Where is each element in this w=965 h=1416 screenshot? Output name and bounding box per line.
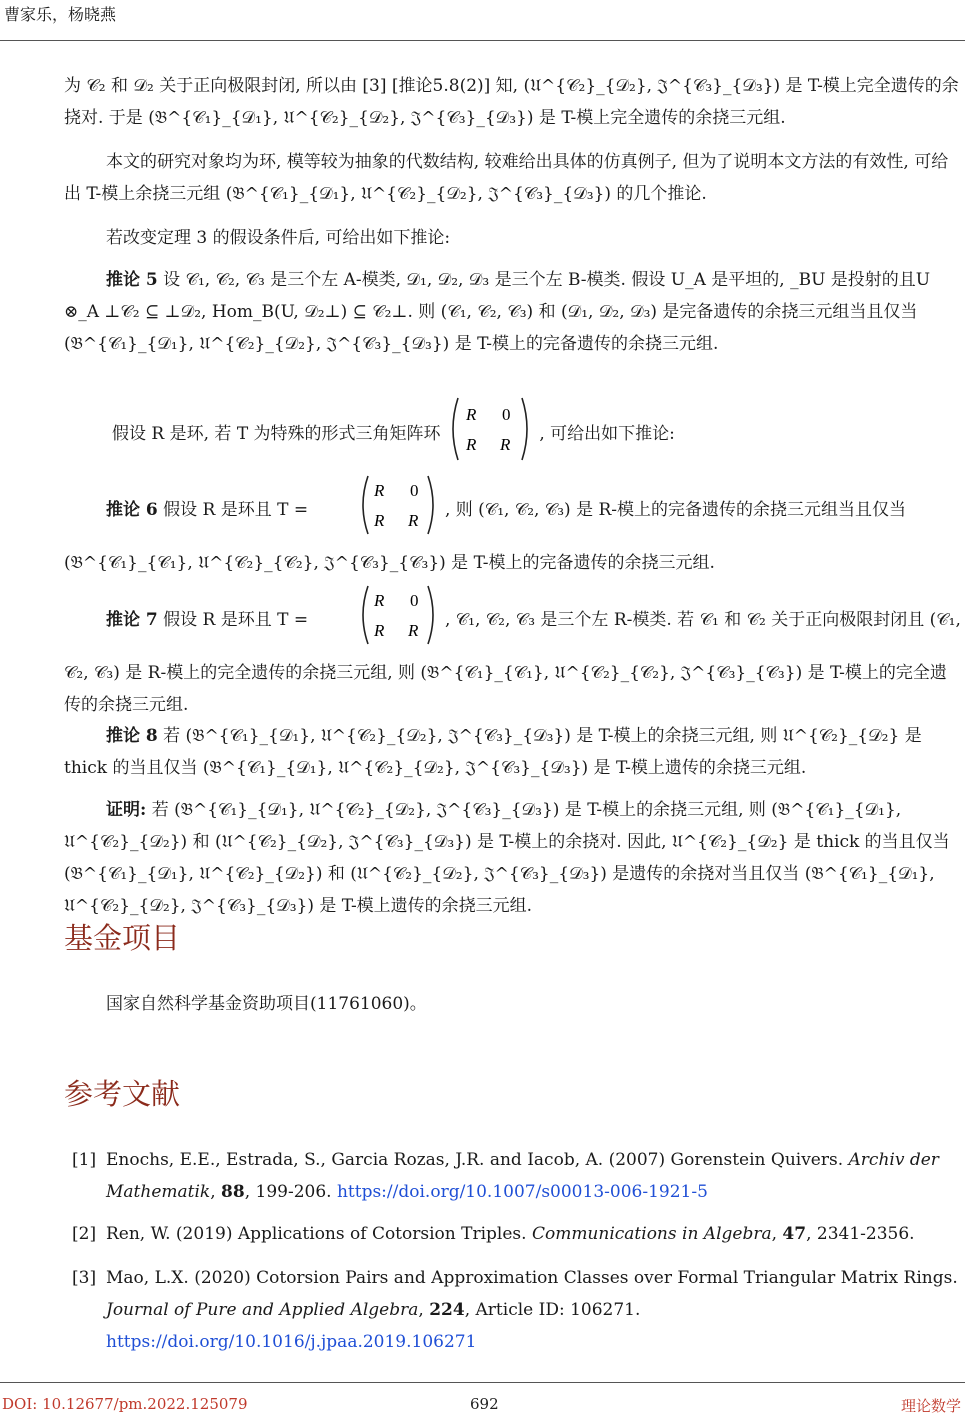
matrix-c6 (316, 474, 438, 547)
reference-3: [3] Mao, L.X. (2020) Cotorsion Pairs and Approximation Classes over Formal Triangular Matrix Rings. Journal of Pure and Applied Algebra, 224, Article ID: 106271. https://doi.org/10.1016/j.jpaa.2019.106271 (64, 1262, 962, 1358)
corollary-6 (64, 474, 962, 579)
fund-section-title: 基金项目 (64, 921, 181, 955)
reference-1-link[interactable]: https://doi.org/10.1007/s00013-006-1921-5 (336, 1182, 708, 1202)
corollary-6-a: 假设 R 是环且 T = (163, 500, 309, 520)
footer-page-number: 692 (470, 1395, 499, 1413)
svg-text:R: R (373, 621, 384, 640)
paragraph-3: 若改变定理 3 的假设条件后, 可给出如下推论: (106, 228, 451, 248)
proof-label: 证明: (106, 800, 147, 820)
reference-1-journal: Archiv der Mathematik (106, 1150, 939, 1202)
fund-text: 国家自然科学基金资助项目(11761060)。 (106, 994, 427, 1014)
matrix-r2c1: R (465, 435, 477, 454)
paragraph-2: 本文的研究对象均为环, 模等较为抽象的代数结构, 较难给出具体的仿真例子, 但为了说明本文方法的有效性, 可给出 T-模上余挠三元组 (𝔅^{𝒞₁}_{𝒟₁}, 𝔘^{𝒞₂}_{𝒟₂}, 𝔍^{𝒞₃}_{𝒟₃}) 的几个推论. (64, 152, 949, 204)
matrix-r2c2: R (499, 435, 511, 454)
reference-2-journal: Communications in Algebra (531, 1224, 772, 1244)
reference-3-num: [3] (72, 1268, 97, 1288)
matrix-inline (448, 396, 532, 473)
proof (64, 794, 962, 922)
svg-text:R: R (373, 481, 384, 500)
paragraph-4 (112, 396, 962, 473)
paragraph-4-a: 假设 R 是环, 若 T 为特殊的形式三角矩阵环 (112, 424, 441, 444)
reference-2-vol: 47 (782, 1224, 807, 1244)
reference-3-journal: Journal of Pure and Applied Algebra (106, 1300, 419, 1320)
header-authors: 曹家乐，杨晓燕 (4, 5, 117, 24)
corollary-5-label: 推论 5 (106, 270, 158, 290)
matrix-c7 (316, 584, 438, 657)
svg-text:R: R (407, 621, 418, 640)
reference-1-num: [1] (72, 1150, 97, 1170)
svg-text:R: R (373, 591, 384, 610)
matrix-r1c2: 0 (501, 405, 511, 424)
corollary-8-label: 推论 8 (106, 726, 158, 746)
reference-1: [1] Enochs, E.E., Estrada, S., Garcia Rozas, J.R. and Iacob, A. (2007) Gorenstein Quivers. Archiv der Mathematik, 88, 199-206. https://doi.org/10.1007/s00013-006-1921-5 (64, 1144, 962, 1208)
corollary-8-text: 若 (𝔅^{𝒞₁}_{𝒟₁}, 𝔘^{𝒞₂}_{𝒟₂}, 𝔍^{𝒞₃}_{𝒟₃}) 是 T-模上的余挠三元组, 则 𝔘^{𝒞₂}_{𝒟₂} 是 thick 的当且仅当 (𝔅^{𝒞₁}_{𝒟₁}, 𝔘^{𝒞₂}_{𝒟₂}, 𝔍^{𝒞₃}_{𝒟₃}) 是 T-模上遗传的余挠三元组. (64, 726, 922, 778)
reference-1-vol: 88 (221, 1182, 245, 1202)
corollary-8 (64, 720, 962, 784)
corollary-6-label: 推论 6 (106, 500, 158, 520)
corollary-5-text: 设 𝒞₁, 𝒞₂, 𝒞₃ 是三个左 A-模类, 𝒟₁, 𝒟₂, 𝒟₃ 是三个左 B-模类. 假设 U_A 是平坦的, _BU 是投射的且U ⊗_A ⊥𝒞₂ ⊆ ⊥𝒟₂, Hom_B(U, 𝒟₂⊥) ⊆ 𝒞₂⊥. 则 (𝒞₁, 𝒞₂, 𝒞₃) 和 (𝒟₁, 𝒟₂, 𝒟₃) 是完备遗传的余挠三元组当且仅当 (𝔅^{𝒞₁}_{𝒟₁}, 𝔘^{𝒞₂}_{𝒟₂}, 𝔍^{𝒞₃}_{𝒟₃}) 是 T-模上的完备遗传的余挠三元组. (64, 270, 931, 354)
footer-doi[interactable]: DOI: 10.12677/pm.2022.125079 (2, 1395, 248, 1413)
paragraph-1: 为 𝒞₂ 和 𝒟₂ 关于正向极限封闭, 所以由 [3] [推论5.8(2)] 知, (𝔘^{𝒞₂}_{𝒟₂}, 𝔍^{𝒞₃}_{𝒟₃}) 是 T-模上完全遗传的余挠对. 于是 (𝔅^{𝒞₁}_{𝒟₁}, 𝔘^{𝒞₂}_{𝒟₂}, 𝔍^{𝒞₃}_{𝒟₃}) 是 T-模上完全遗传的余挠三元组. (64, 76, 959, 128)
matrix-r1c1: R (465, 405, 477, 424)
corollary-7-label: 推论 7 (106, 610, 158, 630)
corollary-6-b: , 则 (𝒞₁, 𝒞₂, 𝒞₃) 是 R-模上的完备遗传的余挠三元组当且仅当 (𝔅^{𝒞₁}_{𝒞₁}, 𝔘^{𝒞₂}_{𝒞₂}, 𝔍^{𝒞₃}_{𝒞₃}) 是 T-模上的完备遗传的余挠三元组. (64, 500, 907, 573)
page-footer (0, 1382, 965, 1415)
proof-text: 若 (𝔅^{𝒞₁}_{𝒟₁}, 𝔘^{𝒞₂}_{𝒟₂}, 𝔍^{𝒞₃}_{𝒟₃}) 是 T-模上的余挠三元组, 则 (𝔅^{𝒞₁}_{𝒟₁}, 𝔘^{𝒞₂}_{𝒟₂}) 和 (𝔘^{𝒞₂}_{𝒟₂}, 𝔍^{𝒞₃}_{𝒟₃}) 是 T-模上的余挠对. 因此, 𝔘^{𝒞₂}_{𝒟₂} 是 thick 的当且仅当 (𝔅^{𝒞₁}_{𝒟₁}, 𝔘^{𝒞₂}_{𝒟₂}) 和 (𝔘^{𝒞₂}_{𝒟₂}, 𝔍^{𝒞₃}_{𝒟₃}) 是遗传的余挠对当且仅当 (𝔅^{𝒞₁}_{𝒟₁}, 𝔘^{𝒞₂}_{𝒟₂}, 𝔍^{𝒞₃}_{𝒟₃}) 是 T-模上遗传的余挠三元组. (64, 800, 950, 916)
reference-2-num: [2] (72, 1224, 97, 1244)
footer-journal[interactable]: 理论数学 (900, 1397, 961, 1415)
corollary-7 (64, 584, 962, 721)
corollary-7-b: , 𝒞₁, 𝒞₂, 𝒞₃ 是三个左 R-模类. 若 𝒞₁ 和 𝒞₂ 关于正向极限封闭且 (𝒞₁, 𝒞₂, 𝒞₃) 是 R-模上的完全遗传的余挠三元组, 则 (𝔅^{𝒞₁}_{𝒞₁}, 𝔘^{𝒞₂}_{𝒞₂}, 𝔍^{𝒞₃}_{𝒞₃}) 是 T-模上的完全遗传的余挠三元组. (64, 610, 961, 715)
svg-text:R: R (373, 511, 384, 530)
svg-text:R: R (407, 511, 418, 530)
paragraph-4-b: , 可给出如下推论: (539, 424, 675, 444)
corollary-7-a: 假设 R 是环且 T = (163, 610, 309, 630)
corollary-5 (64, 264, 962, 360)
reference-3-vol: 224 (429, 1300, 465, 1320)
page-header (0, 0, 965, 41)
references-section-title: 参考文献 (64, 1077, 181, 1111)
reference-3-link[interactable]: https://doi.org/10.1016/j.jpaa.2019.106271 (106, 1332, 477, 1352)
svg-text:0: 0 (409, 481, 419, 500)
svg-text:0: 0 (409, 591, 419, 610)
reference-2: [2] Ren, W. (2019) Applications of Cotorsion Triples. Communications in Algebra, 47, 2341-2356. (64, 1218, 962, 1250)
